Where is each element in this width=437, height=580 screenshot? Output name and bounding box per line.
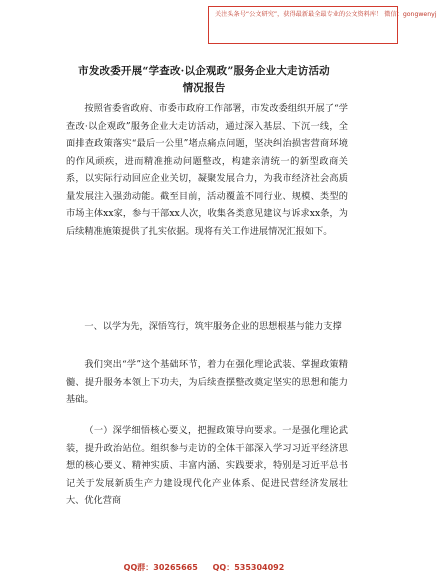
contact-footer bbox=[0, 562, 408, 573]
intro-paragraph: 按照省委省政府、市委市政府工作部署，市发改委组织开展了“学查改·以企观政”服务企业大走访活动，通过深入基层、下沉一线，全面排查政策落实“最后一公里”堵点痛点问题，坚决纠治损害营商环境的作风顽疾，进而精准推动问题整改，构建亲清统一的新型政商关系，以实际行动回应企业关切，凝聚发展合力，为我市经济社会高质量发展注入强劲动能。截至目前，活动覆盖不同行业、规模、类型的市场主体xx家，参与干部xx人次，收集各类意见建议与诉求xx条，为后续精准施策提供了扎实依据。现将有关工作进展情况汇报如下。 bbox=[66, 103, 348, 237]
subsection-1-paragraph: （一）深学细悟核心要义，把握政策导向要求。一是强化理论武装，提升政治站位。组织参与走访的全体干部深入学习习近平经济思想的核心要义、精神实质、丰富内涵、实践要求，特别是习近平总书记关于发展新质生产力建设现代化产业体系、促进民营经济发展壮大、优化营商 bbox=[66, 425, 348, 506]
document-title: 市发改委开展“学查改·以企观政”服务企业大走访活动 bbox=[78, 65, 330, 77]
section-1-paragraph: 我们突出“学”这个基础环节，着力在强化理论武装、掌握政策精髓、提升服务本领上下功夫，为后续查摆整改奠定坚实的思想和能力基础。 bbox=[66, 359, 348, 405]
document-title-continued: 情况报告 bbox=[182, 82, 226, 94]
qq-group-number: QQ群：30265665 bbox=[123, 563, 198, 572]
promo-banner bbox=[208, 6, 437, 44]
qq-number: QQ：535304092 bbox=[212, 563, 285, 572]
promo-banner-text: 关注头条号“公文研究”，获得最新最全最专业的公文资料库！ 微信：gongwenyj bbox=[215, 11, 437, 18]
section-heading-1: 一、以学为先，深悟笃行，筑牢服务企业的思想根基与能力支撑 bbox=[84, 321, 342, 332]
